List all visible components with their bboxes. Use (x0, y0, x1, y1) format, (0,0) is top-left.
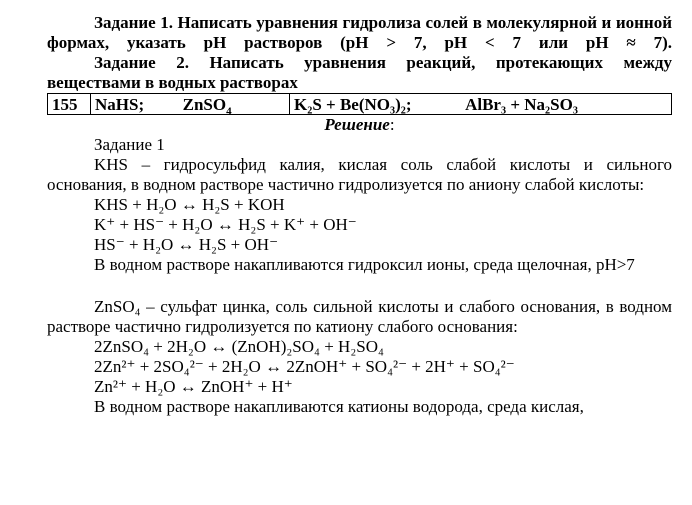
task-2-statement: Задание 2. Написать уравнения реакций, протекающих между веществами в водных растворах (47, 53, 672, 92)
variant-number: 155 (48, 94, 91, 115)
salt-1: NaHS; (95, 94, 145, 114)
task-1-statement: Задание 1. Написать уравнения гидролиза солей в молекулярной и ионной формах, указать pH растворов (pH > 7, pH < 7 или pH ≈ 7). (47, 13, 672, 52)
znso4-description: ZnSO₄ – сульфат цинка, соль сильной кислоты и слабого основания, в водном растворе частично гидролизуется по катиону слабого основания: (47, 297, 672, 336)
znso4-equation-short-ionic: Zn²⁺ + H₂O ↔ ZnOH⁺ + H⁺ (94, 377, 293, 396)
khs-equation-molecular: KHS + H₂O ↔ H₂S + KOH (94, 195, 285, 214)
pair-2: AlBr₃ + Na₂SO₃ (465, 94, 578, 114)
table-row (48, 94, 672, 115)
khs-equation-short-ionic: HS⁻ + H₂O ↔ H₂S + OH⁻ (94, 235, 279, 254)
znso4-equation-full-ionic: 2Zn²⁺ + 2SO₄²⁻ + 2H₂O ↔ 2ZnOH⁺ + SO₄²⁻ + 2H⁺ + SO₄²⁻ (94, 357, 515, 376)
document-page (47, 0, 672, 417)
variant-salts (91, 94, 290, 115)
solution-heading: Решение: (324, 115, 395, 134)
section-1-title: Задание 1 (94, 135, 165, 154)
znso4-equation-molecular: 2ZnSO₄ + 2H₂O ↔ (ZnOH)₂SO₄ + H₂SO₄ (94, 337, 384, 356)
khs-conclusion: В водном растворе накапливаются гидроксил ионы, среда щелочная, pH>7 (94, 255, 635, 274)
variant-pairs (290, 94, 672, 115)
variant-table (47, 93, 672, 115)
znso4-conclusion: В водном растворе накапливаются катионы водорода, среда кислая, (94, 397, 584, 416)
khs-equation-full-ionic: K⁺ + HS⁻ + H₂O ↔ H₂S + K⁺ + OH⁻ (94, 215, 357, 234)
salt-2: ZnSO (182, 94, 227, 114)
pair-1: K₂S + Be(NO₃)₂; (294, 94, 412, 114)
khs-description: KHS – гидросульфид калия, кислая соль слабой кислоты и сильного основания, в водном растворе частично гидролизуется по аниону слабой кислоты: (47, 155, 672, 194)
salt-2-subscript: 4 (226, 104, 232, 117)
